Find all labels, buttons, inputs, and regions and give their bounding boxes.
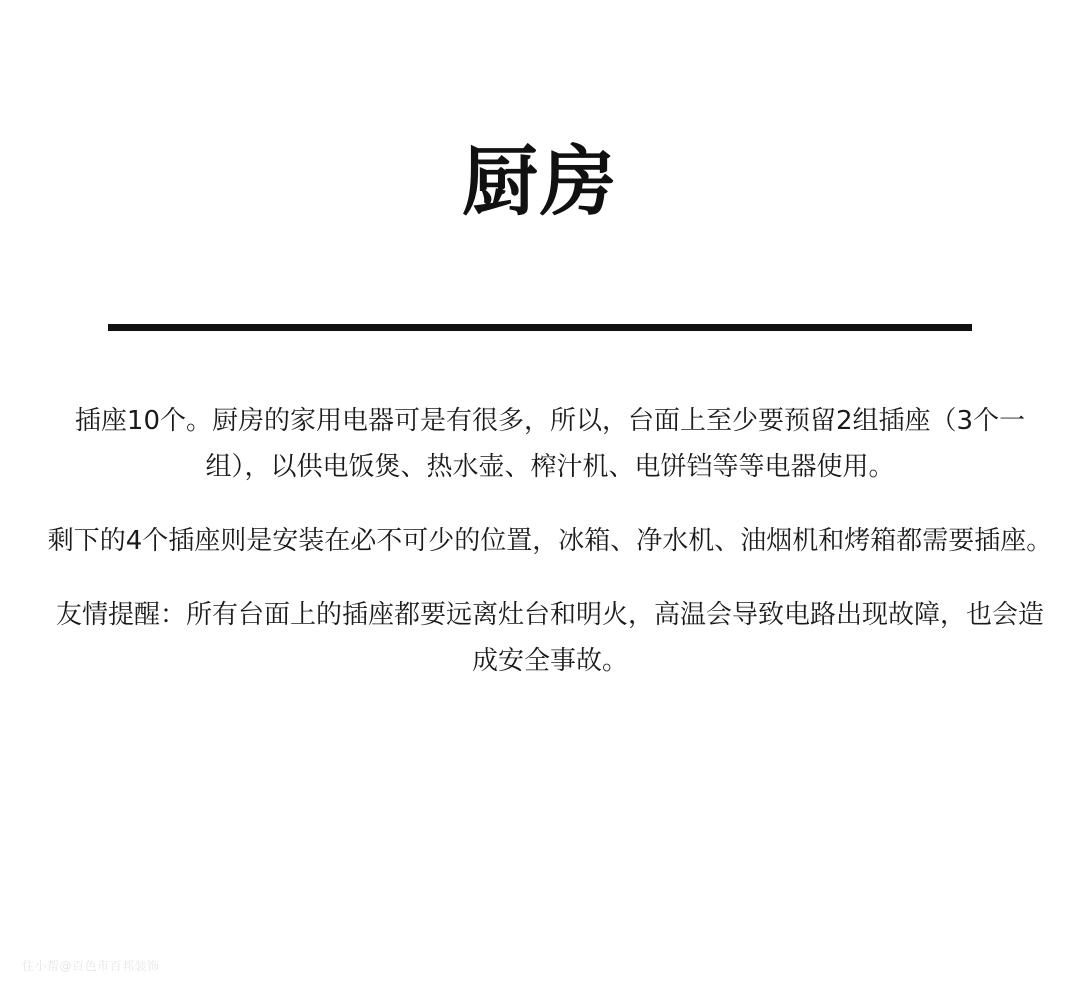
- watermark: 住小帮@百色市百邦装饰: [22, 959, 160, 973]
- title-divider: [108, 324, 972, 331]
- paragraph-safety-reminder: 友情提醒：所有台面上的插座都要远离灶台和明火，高温会导致电路出现故障，也会造成安全事故。: [55, 600, 1044, 676]
- paragraph-remaining-sockets: 剩下的4个插座则是安装在必不可少的位置，冰箱、净水机、油烟机和烤箱都需要插座。: [47, 526, 1053, 556]
- paragraph-socket-count: 插座10个。厨房的家用电器可是有很多，所以，台面上至少要预留2组插座（3个一组），以供电饭煲、热水壶、榨汁机、电饼铛等等电器使用。: [74, 406, 1026, 482]
- article-body: [44, 398, 1056, 712]
- page-title: 厨房: [462, 137, 618, 226]
